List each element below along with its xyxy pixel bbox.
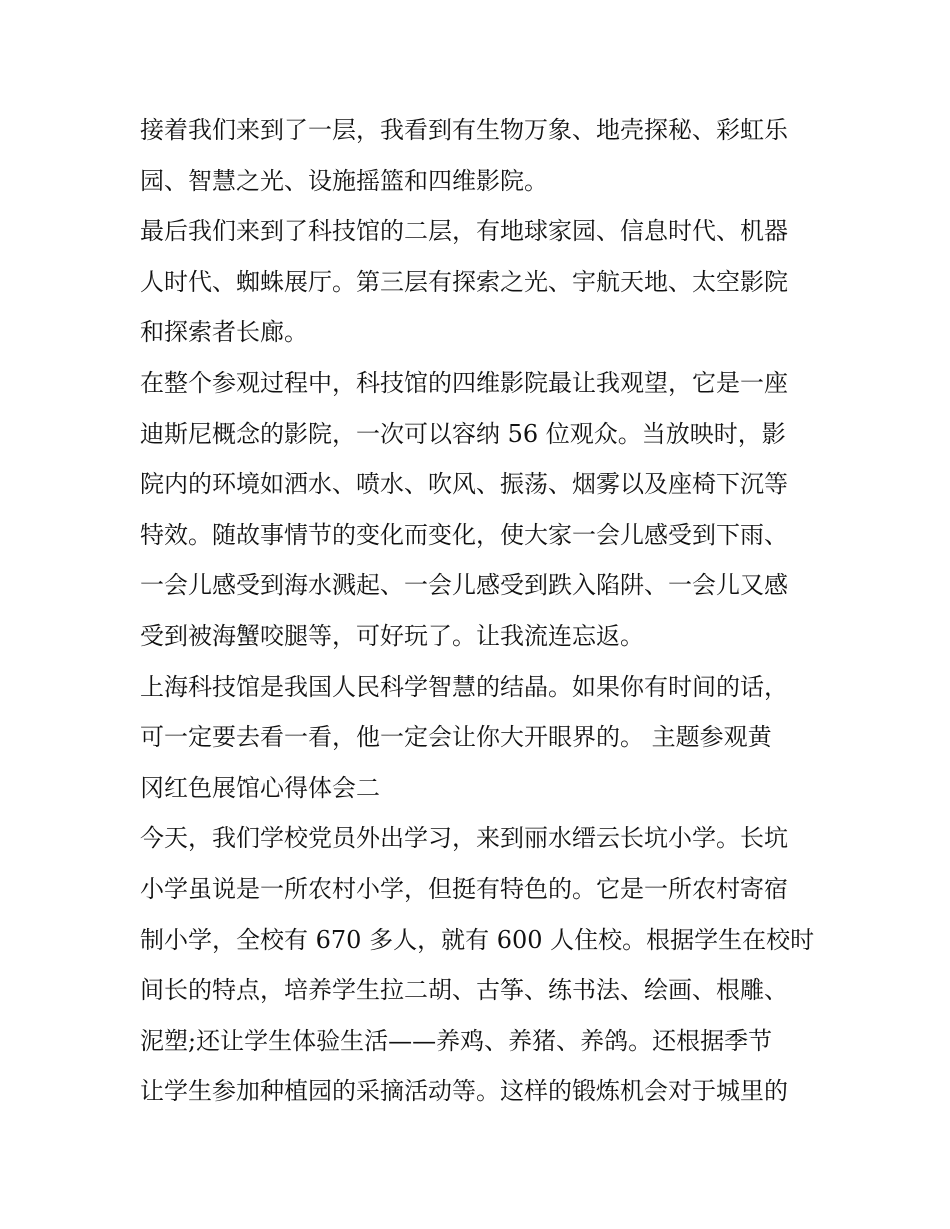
text-line: 特效。随故事情节的变化而变化，使大家一会儿感受到下雨、 — [140, 520, 788, 549]
text-line: 泥塑;还让学生体验生活——养鸡、养猪、养鸽。还根据季节 — [140, 1026, 773, 1055]
text-line: 最后我们来到了科技馆的二层，有地球家园、信息时代、机器 — [140, 217, 788, 246]
text-line: 制小学，全校有 670 多人，就有 600 人住校。根据学生在校时 — [140, 925, 815, 954]
text-line: 今天，我们学校党员外出学习，来到丽水缙云长坑小学。长坑 — [140, 824, 788, 853]
text-line: 间长的特点，培养学生拉二胡、古筝、练书法、绘画、根雕、 — [140, 976, 788, 1005]
text-line: 和探索者长廊。 — [140, 318, 308, 347]
text-line: 接着我们来到了一层，我看到有生物万象、地壳探秘、彩虹乐 — [140, 116, 788, 144]
text-line: 人时代、蜘蛛展厅。第三层有探索之光、宇航天地、太空影院 — [140, 267, 788, 296]
text-line: 冈红色展馆心得体会二 — [140, 773, 380, 802]
text-line: 可一定要去看一看，他一定会让你大开眼界的。 主题参观黄 — [140, 723, 772, 752]
text-line: 在整个参观过程中，科技馆的四维影院最让我观望，它是一座 — [140, 368, 788, 397]
document-body — [140, 105, 815, 1117]
text-line: 小学虽说是一所农村小学，但挺有特色的。它是一所农村寄宿 — [140, 874, 788, 903]
text-line: 一会儿感受到海水溅起、一会儿感受到跌入陷阱、一会儿又感 — [140, 571, 788, 600]
text-line: 上海科技馆是我国人民科学智慧的结晶。如果你有时间的话， — [140, 672, 788, 701]
text-line: 让学生参加种植园的采摘活动等。这样的锻炼机会对于城里的 — [140, 1077, 788, 1106]
text-line: 受到被海蟹咬腿等，可好玩了。让我流连忘返。 — [140, 621, 644, 650]
text-line: 迪斯尼概念的影院，一次可以容纳 56 位观众。当放映时，影 — [140, 419, 786, 448]
text-line: 院内的环境如洒水、喷水、吹风、振荡、烟雾以及座椅下沉等 — [140, 470, 788, 499]
text-line: 园、智慧之光、设施摇篮和四维影院。 — [140, 166, 548, 195]
